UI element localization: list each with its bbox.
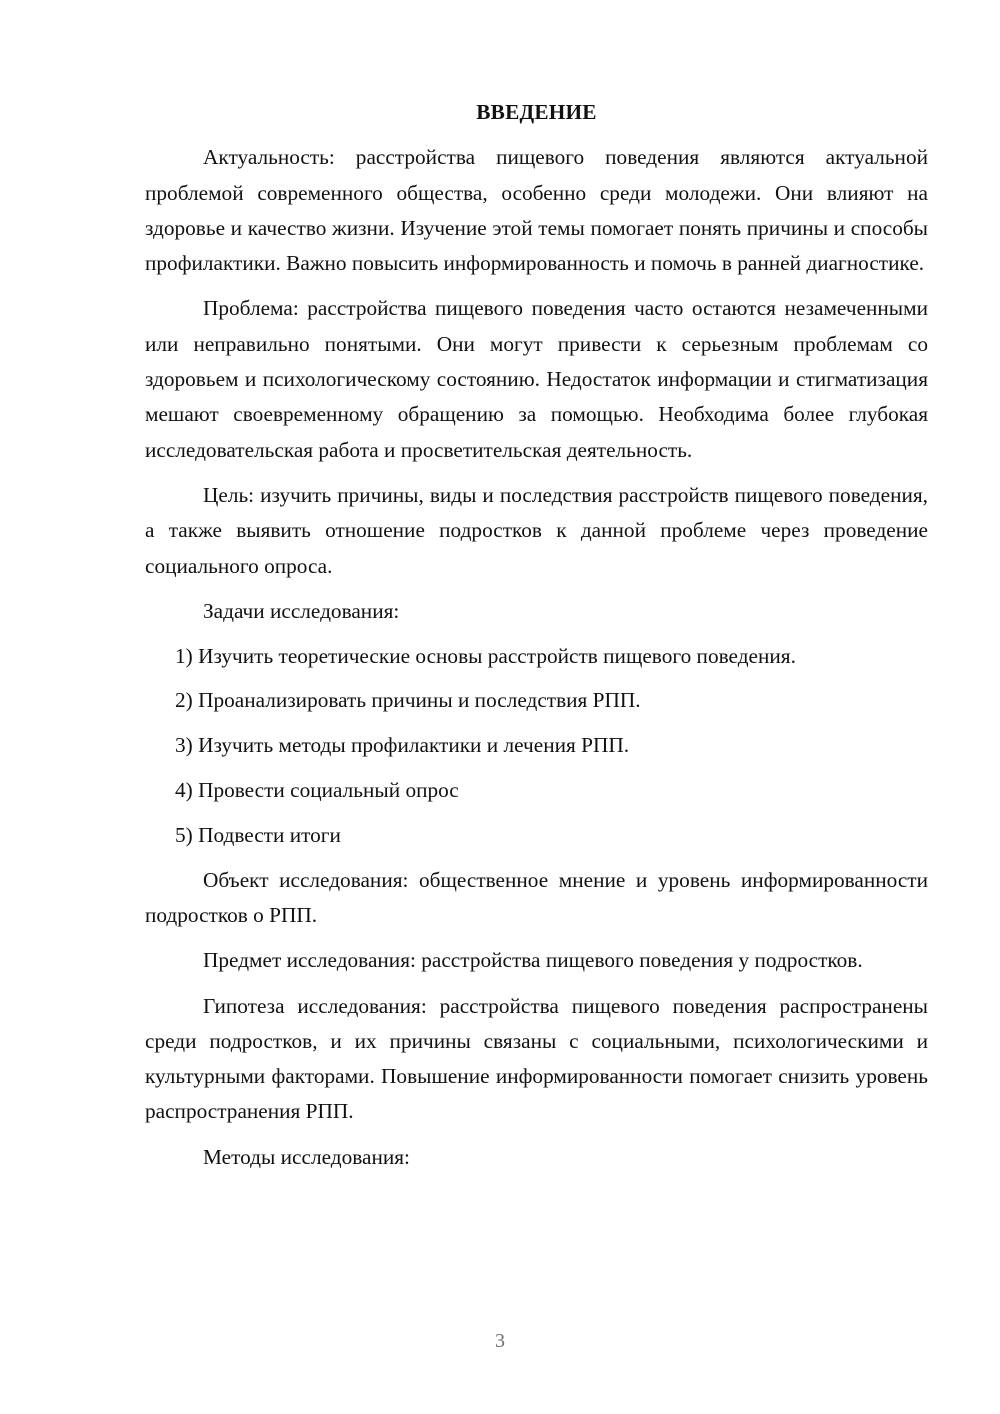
methods-heading: Методы исследования: [203, 1144, 410, 1169]
task-item-4: 4) Провести социальный опрос [175, 778, 459, 803]
task-item-2: 2) Проанализировать причины и последствия РПП. [175, 688, 641, 713]
problem-paragraph: Проблема: расстройства пищевого поведения часто остаются незамеченными или неправильно понятыми. Они могут привести к серьезным проблемам со здоровьем и психологическому состоянию. Недостаток информации и стигматизация мешают своевременному обращению за помощью. Необходима более глубокая исследовательская работа и просветительская деятельность. [145, 296, 928, 462]
subject-paragraph: Предмет исследования: расстройства пищевого поведения у подростков. [203, 948, 863, 973]
task-item-1: 1) Изучить теоретические основы расстройств пищевого поведения. [175, 643, 796, 668]
document-page [145, 95, 928, 1175]
task-item-5: 5) Подвести итоги [175, 822, 341, 847]
tasks-heading: Задачи исследования: [203, 598, 400, 623]
page-title: ВВЕДЕНИЕ [476, 100, 597, 124]
object-paragraph: Объект исследования: общественное мнение и уровень информированности подростков о РПП. [145, 867, 928, 927]
page-number: 3 [495, 1330, 505, 1352]
hypothesis-paragraph: Гипотеза исследования: расстройства пищевого поведения распространены среди подростков, и их причины связаны с социальными, психологическими и культурными факторами. Повышение информированности помогает снизить уровень распространения РПП. [145, 993, 928, 1124]
goal-paragraph: Цель: изучить причины, виды и последствия расстройств пищевого поведения, а также выявить отношение подростков к данной проблеме через проведение социального опроса. [145, 482, 928, 578]
tasks-list [145, 639, 928, 853]
task-item-3: 3) Изучить методы профилактики и лечения РПП. [175, 733, 630, 758]
relevance-paragraph: Актуальность: расстройства пищевого поведения являются актуальной проблемой современного общества, особенно среди молодежи. Они влияют на здоровье и качество жизни. Изучение этой темы помогает понять причины и способы профилактики. Важно повысить информированность и помочь в ранней диагностике. [145, 145, 928, 276]
